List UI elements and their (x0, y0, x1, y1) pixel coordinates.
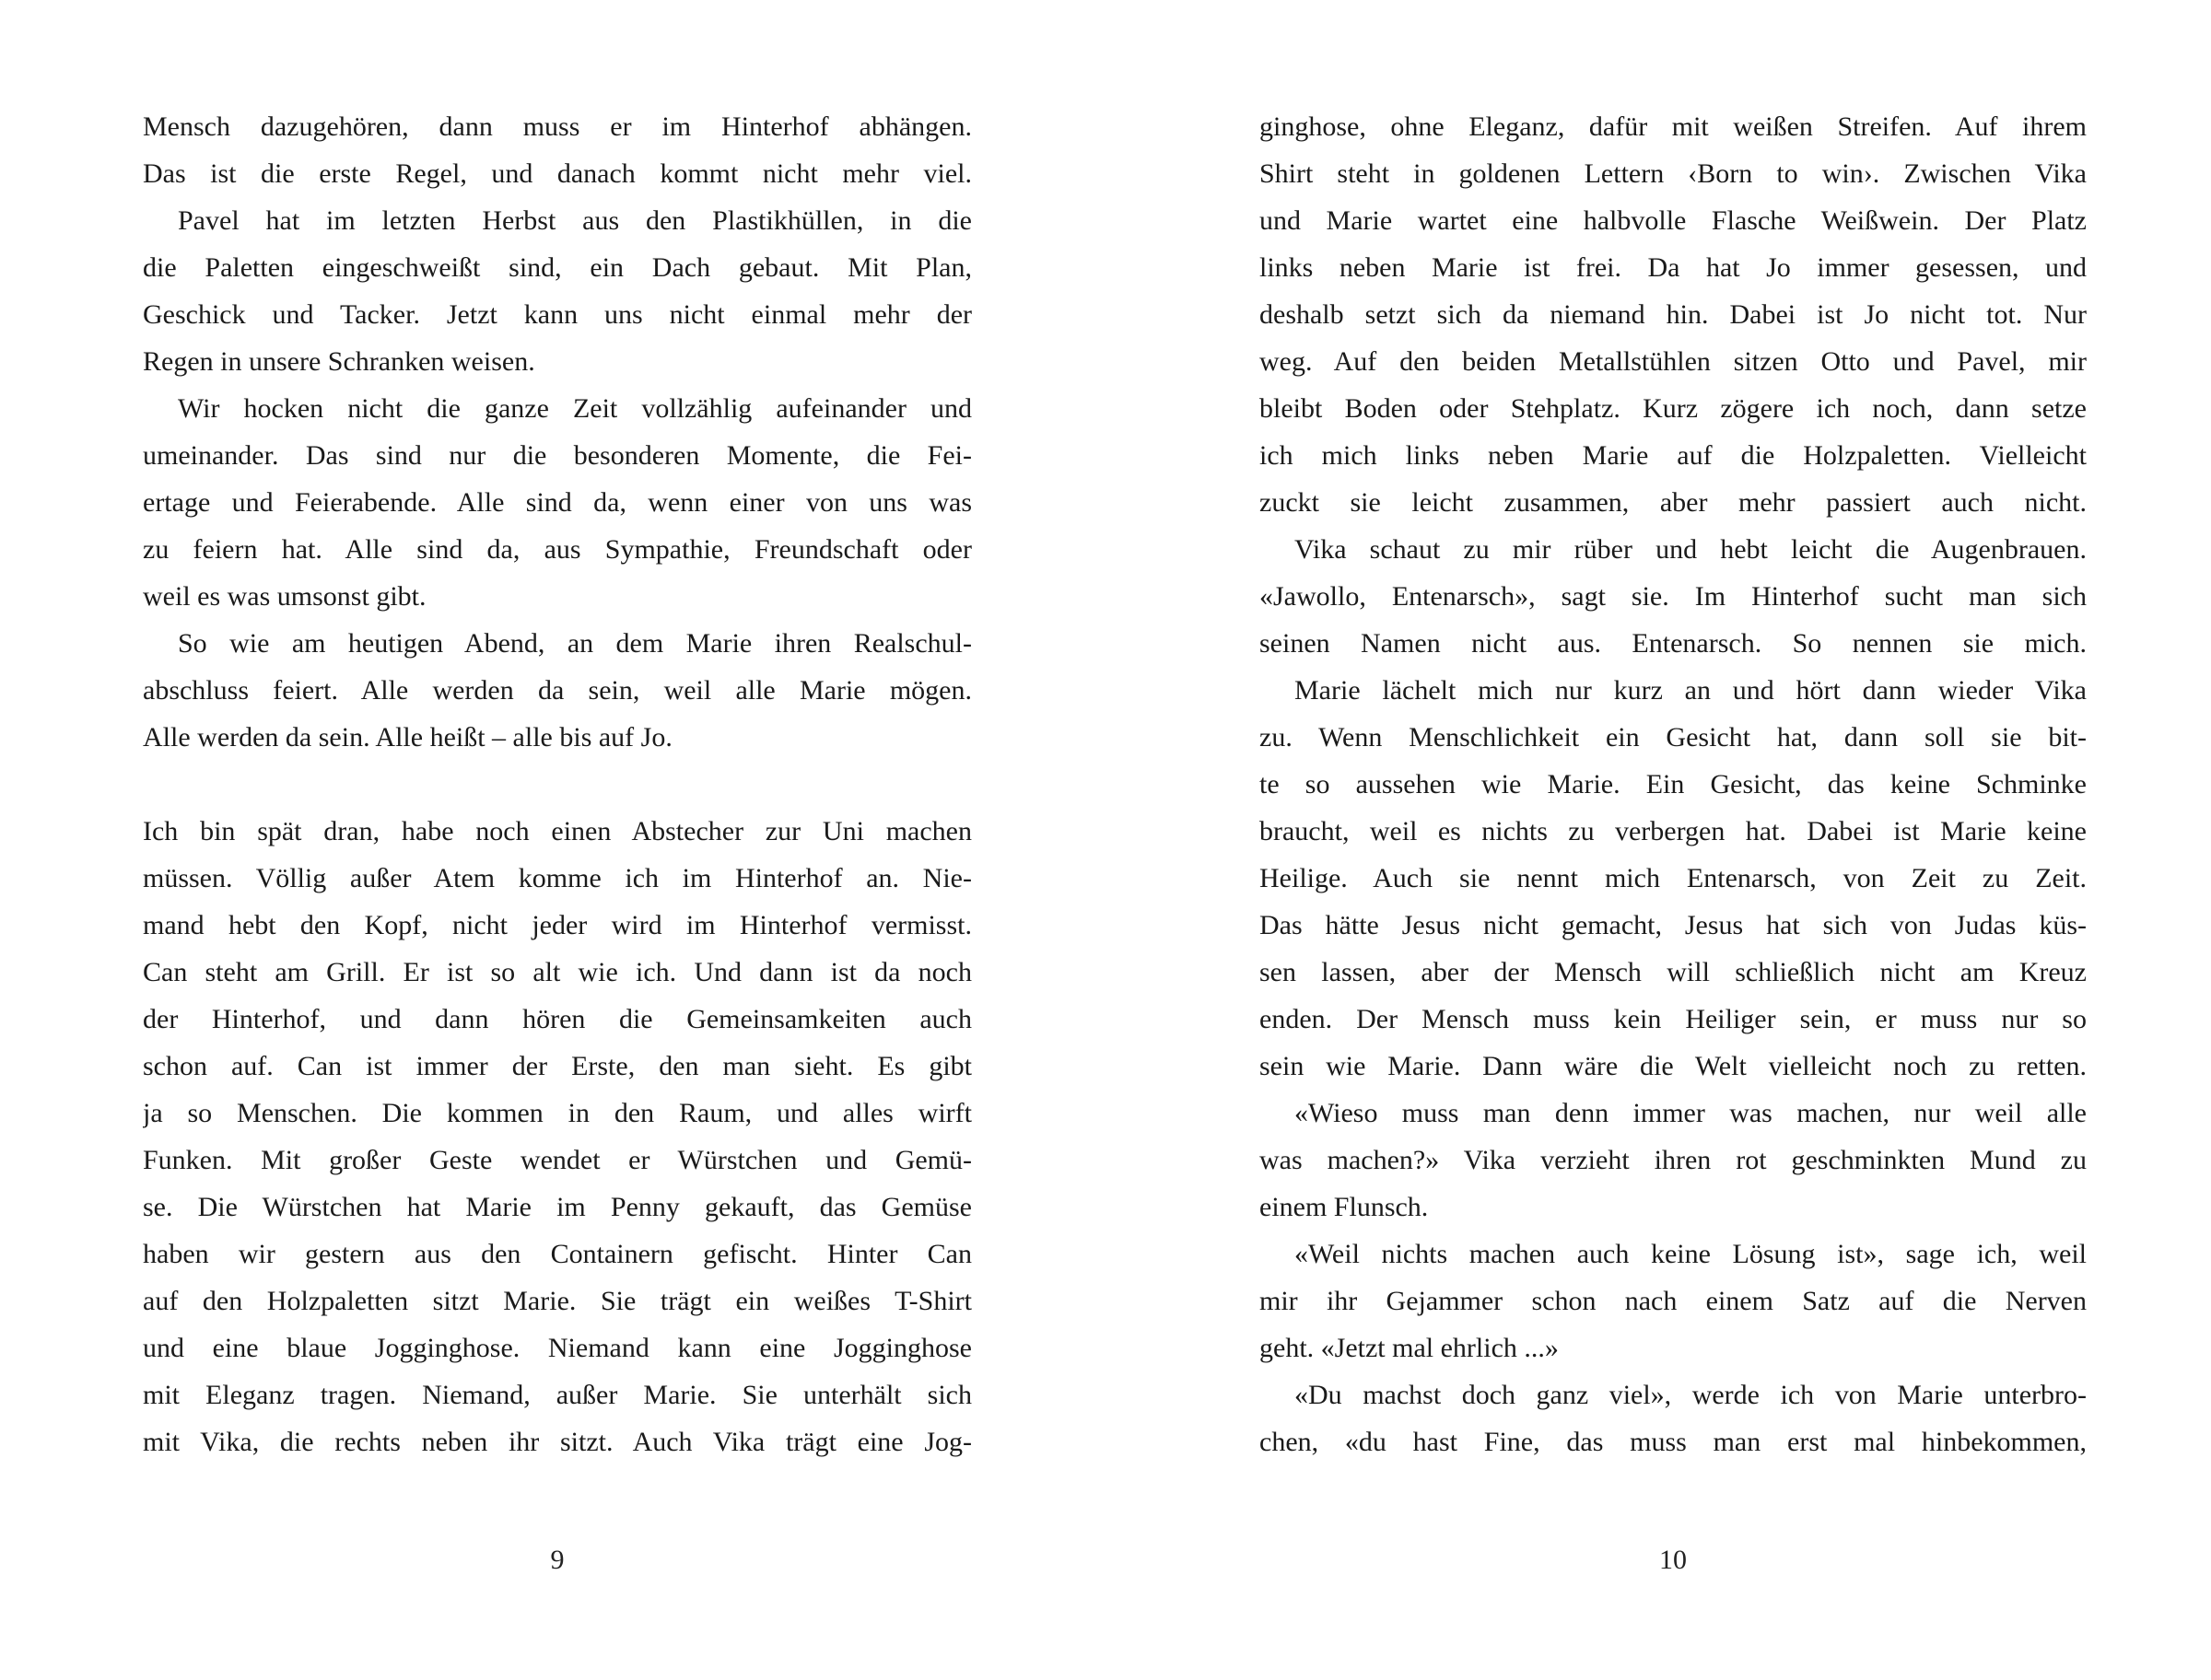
text-line: auf den Holzpaletten sitzt Marie. Sie trägt ein weißes T-Shirt (143, 1286, 972, 1316)
page-right-number: 10 (1659, 1545, 1687, 1575)
text-line: ertage und Feierabende. Alle sind da, wenn einer von uns was (143, 487, 972, 518)
text-line: Wir hocken nicht die ganze Zeit vollzählig aufeinander und (178, 393, 972, 424)
text-line: geht. «Jetzt mal ehrlich ...» (1259, 1333, 1559, 1363)
text-line: deshalb setzt sich da niemand hin. Dabei ist Jo nicht tot. Nur (1259, 299, 2087, 330)
text-line: «Du machst doch ganz viel», werde ich von Marie unterbro- (1294, 1380, 2087, 1410)
text-line: und Marie wartet eine halbvolle Flasche Weißwein. Der Platz (1259, 205, 2087, 236)
text-line: «Weil nichts machen auch keine Lösung ist», sage ich, weil (1294, 1239, 2087, 1269)
text-line: «Jawollo, Entenarsch», sagt sie. Im Hinterhof sucht man sich (1259, 581, 2087, 612)
text-line: bleibt Boden oder Stehplatz. Kurz zögere ich noch, dann setze (1259, 393, 2087, 424)
text-line: zu feiern hat. Alle sind da, aus Sympathie, Freundschaft oder (143, 534, 972, 565)
text-line: Geschick und Tacker. Jetzt kann uns nicht einmal mehr der (143, 299, 972, 330)
page-left-text (143, 103, 972, 1465)
text-line: Funken. Mit großer Geste wendet er Würstchen und Gemü- (143, 1145, 972, 1175)
text-line: te so aussehen wie Marie. Ein Gesicht, das keine Schminke (1259, 769, 2087, 799)
text-line: enden. Der Mensch muss kein Heiliger sein, er muss nur so (1259, 1004, 2087, 1034)
text-line: sen lassen, aber der Mensch will schließlich nicht am Kreuz (1259, 957, 2087, 987)
text-line: sein wie Marie. Dann wäre die Welt vielleicht noch zu retten. (1259, 1051, 2087, 1081)
page-right-text (1259, 103, 2087, 1465)
text-line: Das ist die erste Regel, und danach kommt nicht mehr viel. (143, 158, 972, 189)
text-line: zu. Wenn Menschlichkeit ein Gesicht hat, dann soll sie bit- (1259, 722, 2087, 752)
page-left-number: 9 (550, 1545, 565, 1575)
text-line: weil es was umsonst gibt. (143, 581, 427, 612)
text-line: einem Flunsch. (1259, 1192, 1429, 1222)
text-line: So wie am heutigen Abend, an dem Marie ihren Realschul- (178, 628, 972, 659)
text-line: schon auf. Can ist immer der Erste, den man sieht. Es gibt (143, 1051, 972, 1081)
text-line: mir ihr Gejammer schon nach einem Satz auf die Nerven (1259, 1286, 2087, 1316)
text-line: ich mich links neben Marie auf die Holzpaletten. Vielleicht (1259, 440, 2087, 471)
text-line: Can steht am Grill. Er ist so alt wie ich. Und dann ist da noch (143, 957, 972, 987)
text-line: die Paletten eingeschweißt sind, ein Dach gebaut. Mit Plan, (143, 252, 972, 283)
text-line: müssen. Völlig außer Atem komme ich im Hinterhof an. Nie- (143, 863, 972, 893)
text-line: ja so Menschen. Die kommen in den Raum, und alles wirft (143, 1098, 972, 1128)
text-line: Mensch dazugehören, dann muss er im Hinterhof abhängen. (143, 111, 972, 142)
text-line: Ich bin spät dran, habe noch einen Abstecher zur Uni machen (143, 816, 972, 846)
text-line: umeinander. Das sind nur die besonderen Momente, die Fei- (143, 440, 972, 471)
text-line: «Wieso muss man denn immer was machen, nur weil alle (1294, 1098, 2087, 1128)
text-line: chen, «du hast Fine, das muss man erst mal hinbekommen, (1259, 1427, 2087, 1457)
text-line: Heilige. Auch sie nennt mich Entenarsch, von Zeit zu Zeit. (1259, 863, 2087, 893)
text-line: Alle werden da sein. Alle heißt – alle bis auf Jo. (143, 722, 673, 752)
text-line: Pavel hat im letzten Herbst aus den Plastikhüllen, in die (178, 205, 972, 236)
text-line: was machen?» Vika verzieht ihren rot geschminkten Mund zu (1259, 1145, 2087, 1175)
text-line: ginghose, ohne Eleganz, dafür mit weißen Streifen. Auf ihrem (1259, 111, 2087, 142)
text-line: links neben Marie ist frei. Da hat Jo immer gesessen, und (1259, 252, 2087, 283)
text-line: se. Die Würstchen hat Marie im Penny gekauft, das Gemüse (143, 1192, 972, 1222)
text-line: mand hebt den Kopf, nicht jeder wird im Hinterhof vermisst. (143, 910, 972, 940)
text-line: mit Eleganz tragen. Niemand, außer Marie. Sie unterhält sich (143, 1380, 972, 1410)
blank-line (143, 761, 972, 808)
text-line: Regen in unsere Schranken weisen. (143, 346, 535, 377)
page-right (1106, 0, 2211, 1680)
text-line: haben wir gestern aus den Containern gefischt. Hinter Can (143, 1239, 972, 1269)
text-line: und eine blaue Jogginghose. Niemand kann eine Jogginghose (143, 1333, 972, 1363)
text-line: Shirt steht in goldenen Lettern ‹Born to win›. Zwischen Vika (1259, 158, 2087, 189)
text-line: weg. Auf den beiden Metallstühlen sitzen Otto und Pavel, mir (1259, 346, 2087, 377)
text-line: seinen Namen nicht aus. Entenarsch. So nennen sie mich. (1259, 628, 2087, 659)
text-line: braucht, weil es nichts zu verbergen hat. Dabei ist Marie keine (1259, 816, 2087, 846)
text-line: zuckt sie leicht zusammen, aber mehr passiert auch nicht. (1259, 487, 2087, 518)
text-line: mit Vika, die rechts neben ihr sitzt. Auch Vika trägt eine Jog- (143, 1427, 972, 1457)
text-line: Marie lächelt mich nur kurz an und hört dann wieder Vika (1294, 675, 2087, 706)
text-line: der Hinterhof, und dann hören die Gemeinsamkeiten auch (143, 1004, 972, 1034)
text-line: Das hätte Jesus nicht gemacht, Jesus hat sich von Judas küs- (1259, 910, 2087, 940)
text-line: Vika schaut zu mir rüber und hebt leicht die Augenbrauen. (1294, 534, 2087, 565)
text-line: abschluss feiert. Alle werden da sein, weil alle Marie mögen. (143, 675, 972, 706)
